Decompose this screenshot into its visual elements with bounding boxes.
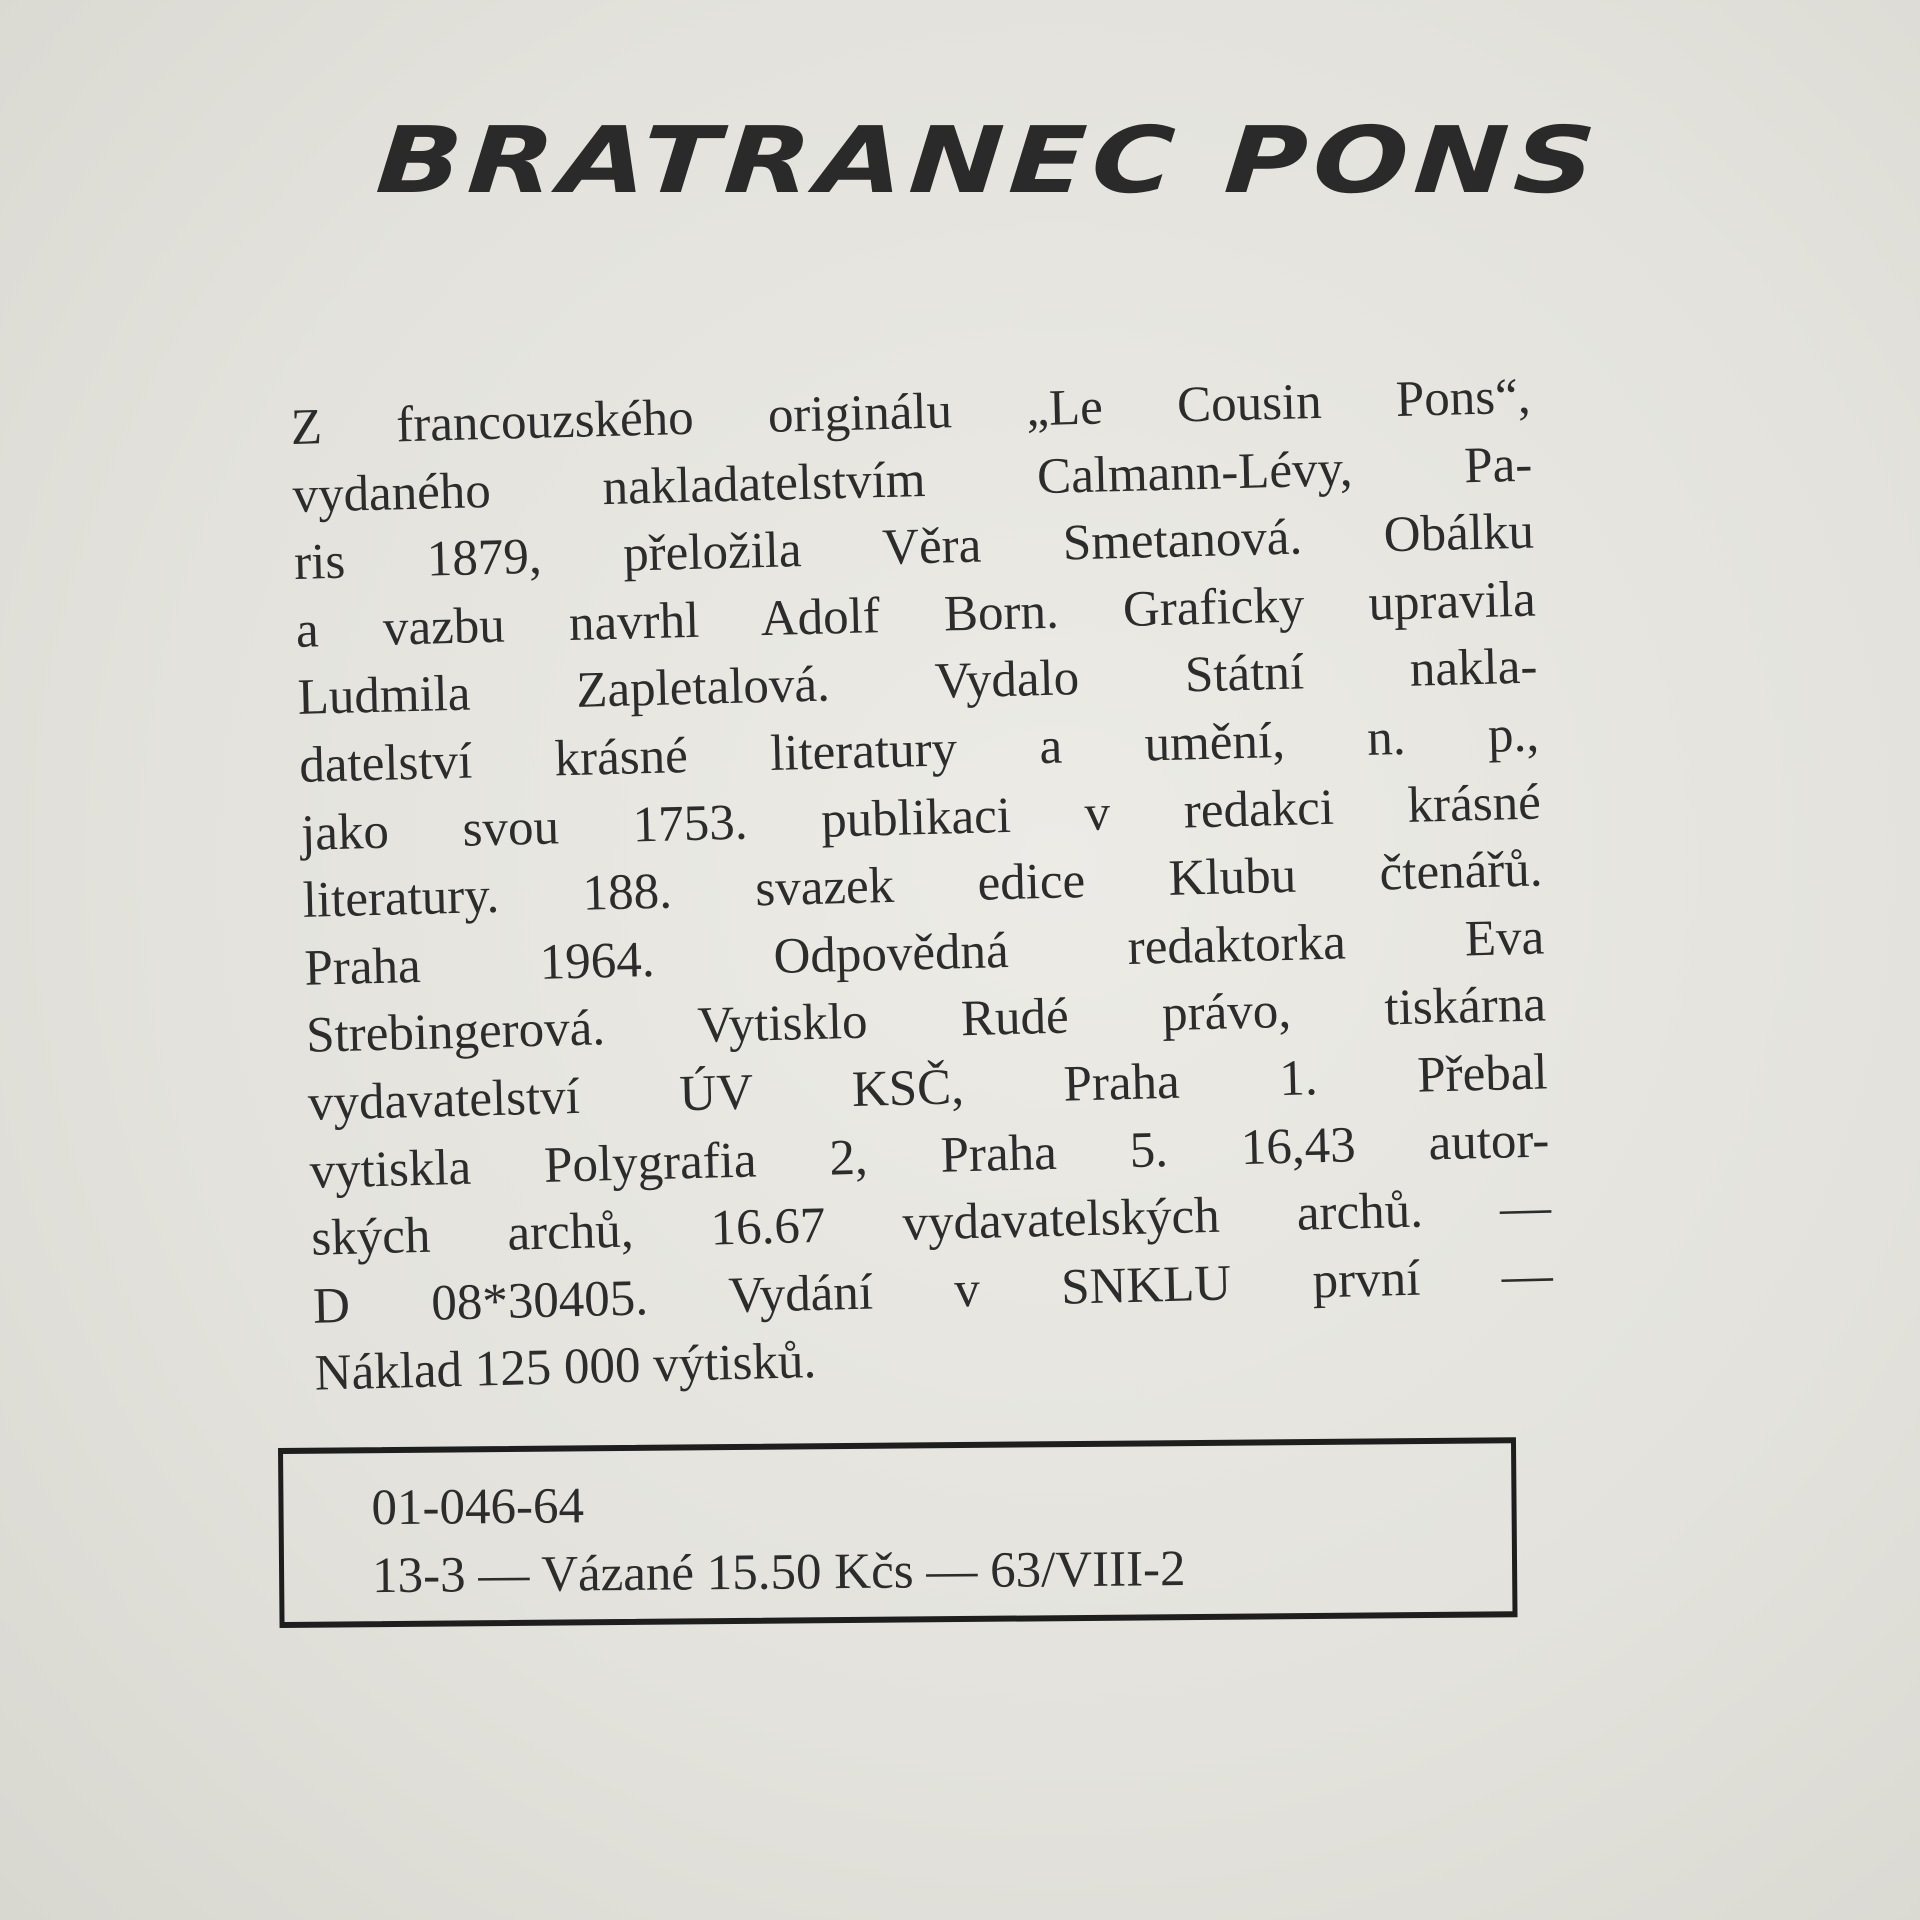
colophon-line: vytiskla Polygrafia 2, Praha 5. 16,43 autor- [308,1111,1550,1200]
price-box [278,1437,1518,1628]
colophon-line: a vazbu navrhl Adolf Born. Graficky upravila [295,571,1537,659]
colophon-line: Z francouzského originálu „Le Cousin Pons“, [290,368,1532,456]
colophon-line: ris 1879, přeložila Věra Smetanová. Obálku [293,503,1535,592]
colophon-line: vydavatelství ÚV KSČ, Praha 1. Přebal [307,1044,1549,1132]
book-title: BRATRANEC PONS [373,107,1605,215]
colophon-line: datelství krásné literatury a umění, n. p., [298,706,1540,794]
colophon-line: Strebingerová. Vytisklo Rudé právo, tiskárna [305,976,1547,1065]
colophon-line: Ludmila Zapletalová. Vydalo Státní nakla- [296,638,1538,727]
colophon-line: ských archů, 16.67 vydavatelských archů. — [310,1179,1552,1267]
colophon-text [290,364,1555,1409]
colophon-line: Praha 1964. Odpovědná redaktorka Eva [303,909,1545,997]
colophon-line: literatury. 188. svazek edice Klubu čtenářů. [302,841,1544,929]
colophon-line: vydaného nakladatelstvím Calmann-Lévy, Pa- [291,436,1533,524]
price-line: 13-3 — Vázané 15.50 Kčs — 63/VIII-2 [371,1541,1186,1605]
colophon-line: D 08*30405. Vydání v SNKLU první — [312,1247,1554,1335]
colophon-line: jako svou 1753. publikaci v redakci krásné [300,774,1542,862]
colophon-line: Náklad 125 000 výtisků. [314,1333,817,1402]
catalog-code: 01-046-64 [371,1478,585,1537]
